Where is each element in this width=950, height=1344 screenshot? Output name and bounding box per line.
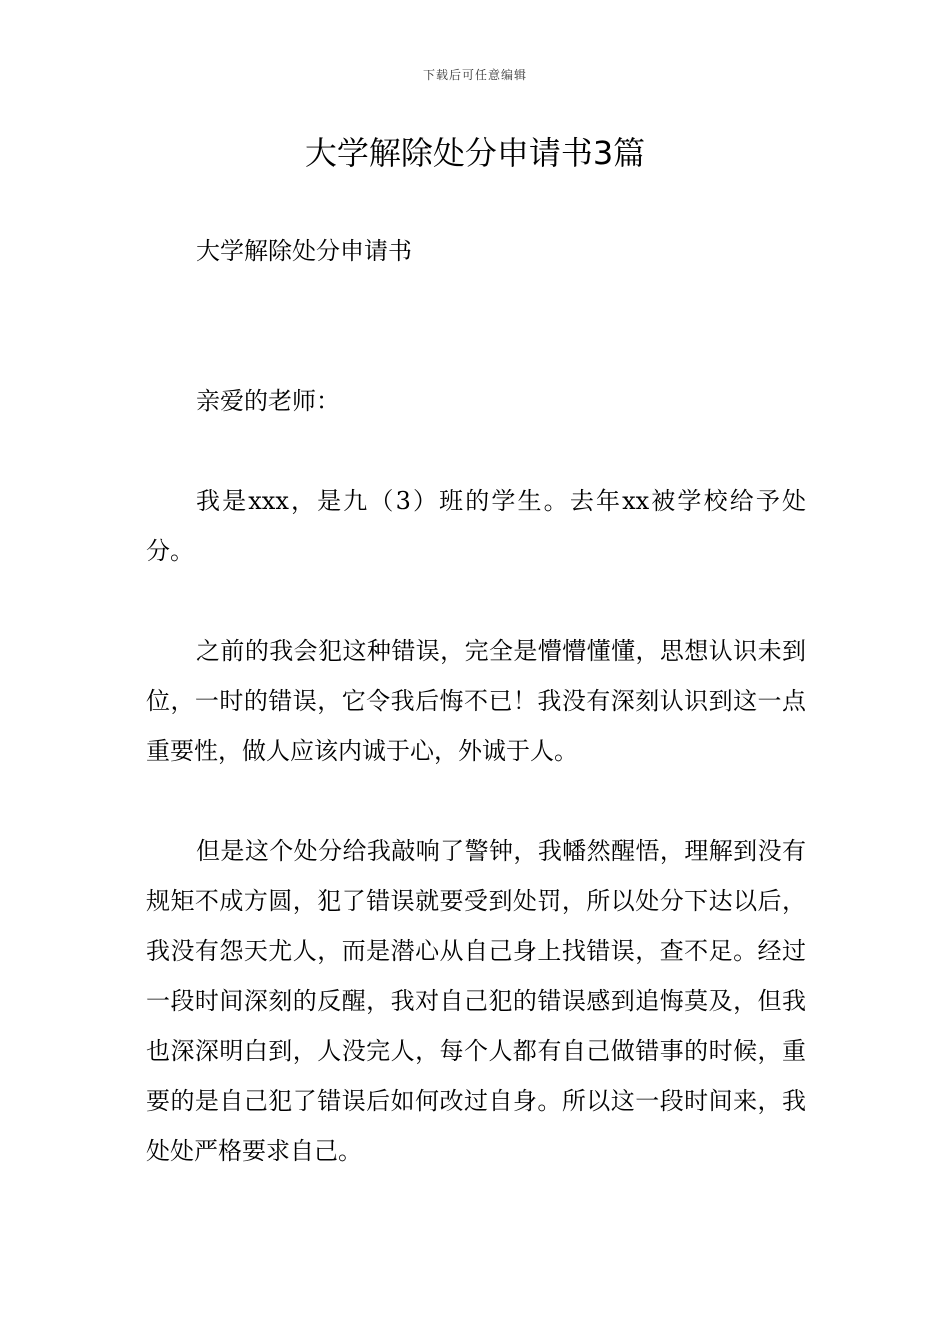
salutation: 亲爱的老师： [196,387,340,415]
header-note: 下载后可任意编辑 [422,68,527,82]
paragraph-1: 我是xxx，是九（3）班的学生。去年xx被学校给予处分。 [146,487,806,565]
paragraph-3: 但是这个处分给我敲响了警钟，我幡然醒悟，理解到没有规矩不成方圆，犯了错误就要受到处罚，所以处分下达以后，我没有怨天尤人，而是潜心从自己身上找错误，查不足。经过一段时间深刻的反醒，我对自己犯的错误感到追悔莫及，但我也深深明白到，人没完人，每个人都有自己做错事的时候，重要的是自己犯了错误后如何改过自身。所以这一段时间来，我处处严格要求自己。 [146,837,806,1165]
document-subtitle: 大学解除处分申请书 [196,237,412,265]
document-title: 大学解除处分申请书3篇 [304,134,646,172]
paragraph-2: 之前的我会犯这种错误，完全是懵懵懂懂，思想认识未到位，一时的错误，它令我后悔不已！我没有深刻认识到这一点重要性，做人应该内诚于心，外诚于人。 [146,637,806,765]
